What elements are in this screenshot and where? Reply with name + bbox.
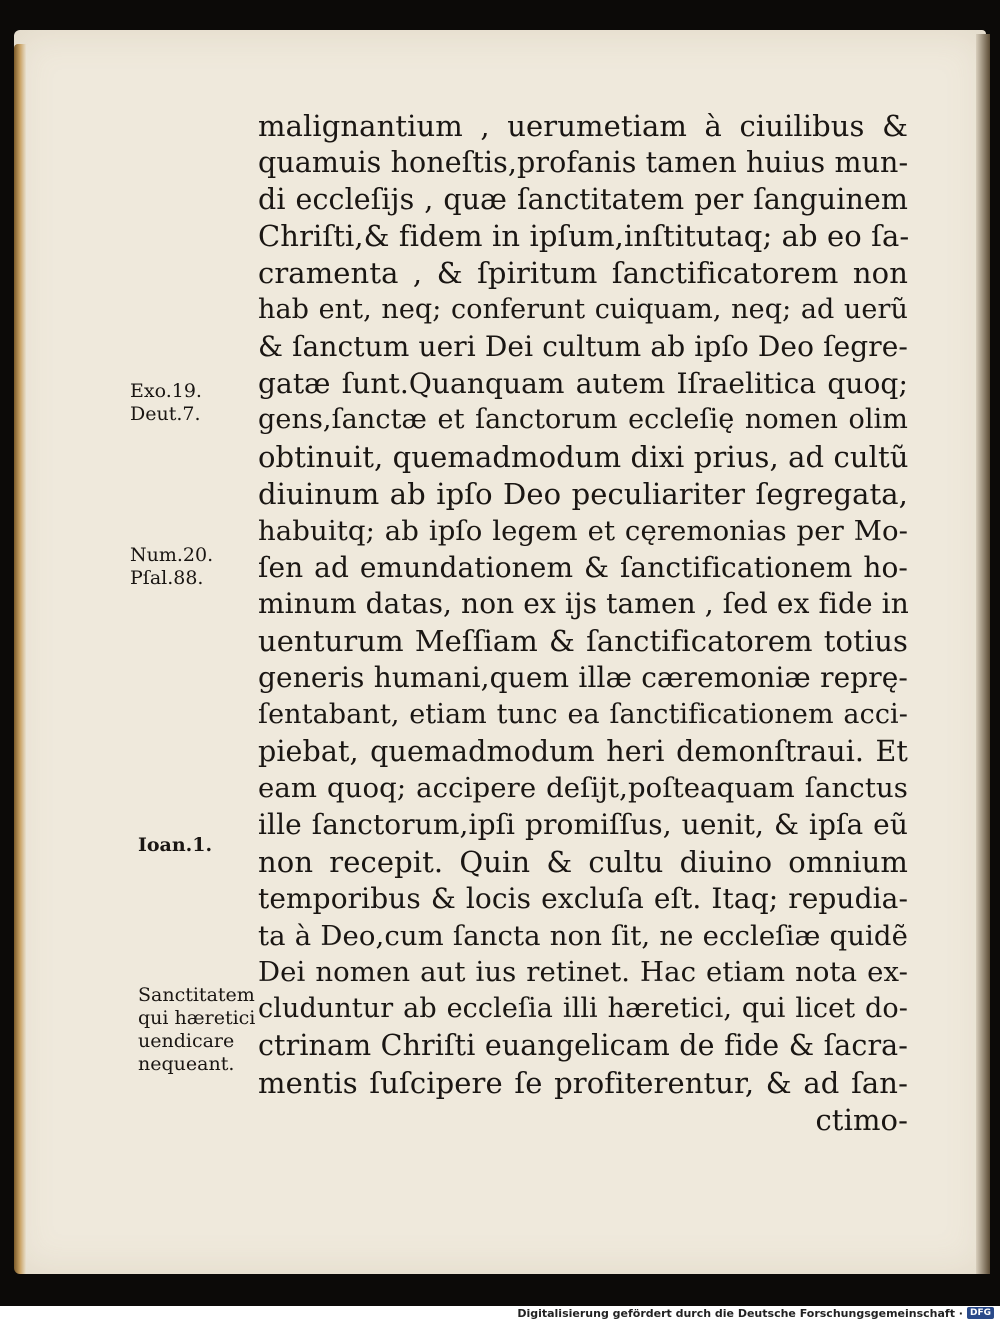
text-line: minum datas, non ex ijs tamen , ſed ex fide in [258,587,909,621]
margin-note-sanctitatem [138,984,255,1076]
text-line: ſen ad emundationem & ſanctificationem ho- [258,550,908,584]
text-line: di eccleſijs , quæ ſanctitatem per ſanguinem [258,182,908,216]
catchword: ctimo- [815,1102,908,1137]
margin-note-line: uendicare [138,1030,235,1052]
margin-note-line: Exo.19. [130,380,202,402]
margin-note-num-psal [130,544,213,590]
text-line: temporibus & locis excluſa eſt. Itaq; repudia- [258,881,908,915]
text-line: Dei nomen aut ius retinet. Hac etiam nota ex- [258,956,908,989]
text-line: ſentabant, etiam tunc ea ſanctificationem acci- [258,698,908,730]
text-line: non recepit. Quin & cultu diuino omnium [258,844,908,879]
page-right-edge [976,34,990,1274]
text-line: malignantium , uerumetiam à ciuilibus & [258,109,908,143]
margin-note-line: Num.20. [130,544,214,566]
text-line: piebat, quemadmodum heri demonſtraui. Et [258,734,908,768]
text-line: uenturum Meſſiam & ſanctificatorem totius [258,624,908,659]
digitization-credit: Digitalisierung gefördert durch die Deutsche Forschungsgemeinschaft · [517,1306,963,1320]
dfg-logo: DFG [967,1307,994,1319]
margin-note-line: Pſal.88. [130,567,204,589]
margin-note-line: Sanctitatem [138,984,255,1006]
text-line: cluduntur ab eccleſia illi hæretici, qui licet do- [258,993,908,1025]
margin-note-ioan [138,834,212,857]
margin-note-line: nequeant. [138,1053,235,1075]
text-line: gatæ ſunt.Quanquam autem Iſraelitica quoq; [258,366,908,400]
text-line: generis humani,quem illæ cæremoniæ reprę- [258,660,908,694]
main-text-block [258,108,908,1138]
text-line: ta à Deo,cum ſancta non ſit, ne eccleſiæ quidẽ [258,919,908,952]
text-line: ctrinam Chriſti euangelicam de fide & ſacra- [258,1028,908,1062]
text-line: obtinuit, quemadmodum dixi prius, ad cultũ [258,440,909,475]
text-line: ille ſanctorum,ipſi promiſſus, uenit, & ipſa eũ [258,808,908,842]
margin-note-line: Deut.7. [130,403,201,425]
text-line: gens,ſanctæ et ſanctorum eccleſię nomen olim [258,404,908,436]
text-line: hab ent, neq; conferunt cuiquam, neq; ad uerũ [258,293,908,325]
text-line: & ſanctum ueri Dei cultum ab ipſo Deo ſegre- [258,329,908,363]
text-line: quamuis honeſtis,profanis tamen huius mun- [258,145,909,179]
text-line: diuinum ab ipſo Deo peculiariter ſegregata, [258,476,908,511]
text-line: mentis ſuſcipere ſe profiterentur, & ad ſan- [258,1065,908,1100]
text-line: Chriſti,& fidem in ipſum,inſtitutaq; ab eo ſa- [258,219,910,254]
digitization-footer [517,1306,994,1320]
margin-note-line: Ioan.1. [138,834,213,856]
book-spine-edge [14,44,26,1274]
text-line: habuitq; ab ipſo legem et cęremonias per Mo- [258,514,908,547]
margin-note-line: qui hæretici [138,1007,256,1029]
text-line: eam quoq; accipere deſijt,poſteaquam ſanctus [258,772,908,805]
margin-note-exodus-deut [130,380,202,426]
text-line: cramenta , & ſpiritum ſanctificatorem non [258,256,908,291]
